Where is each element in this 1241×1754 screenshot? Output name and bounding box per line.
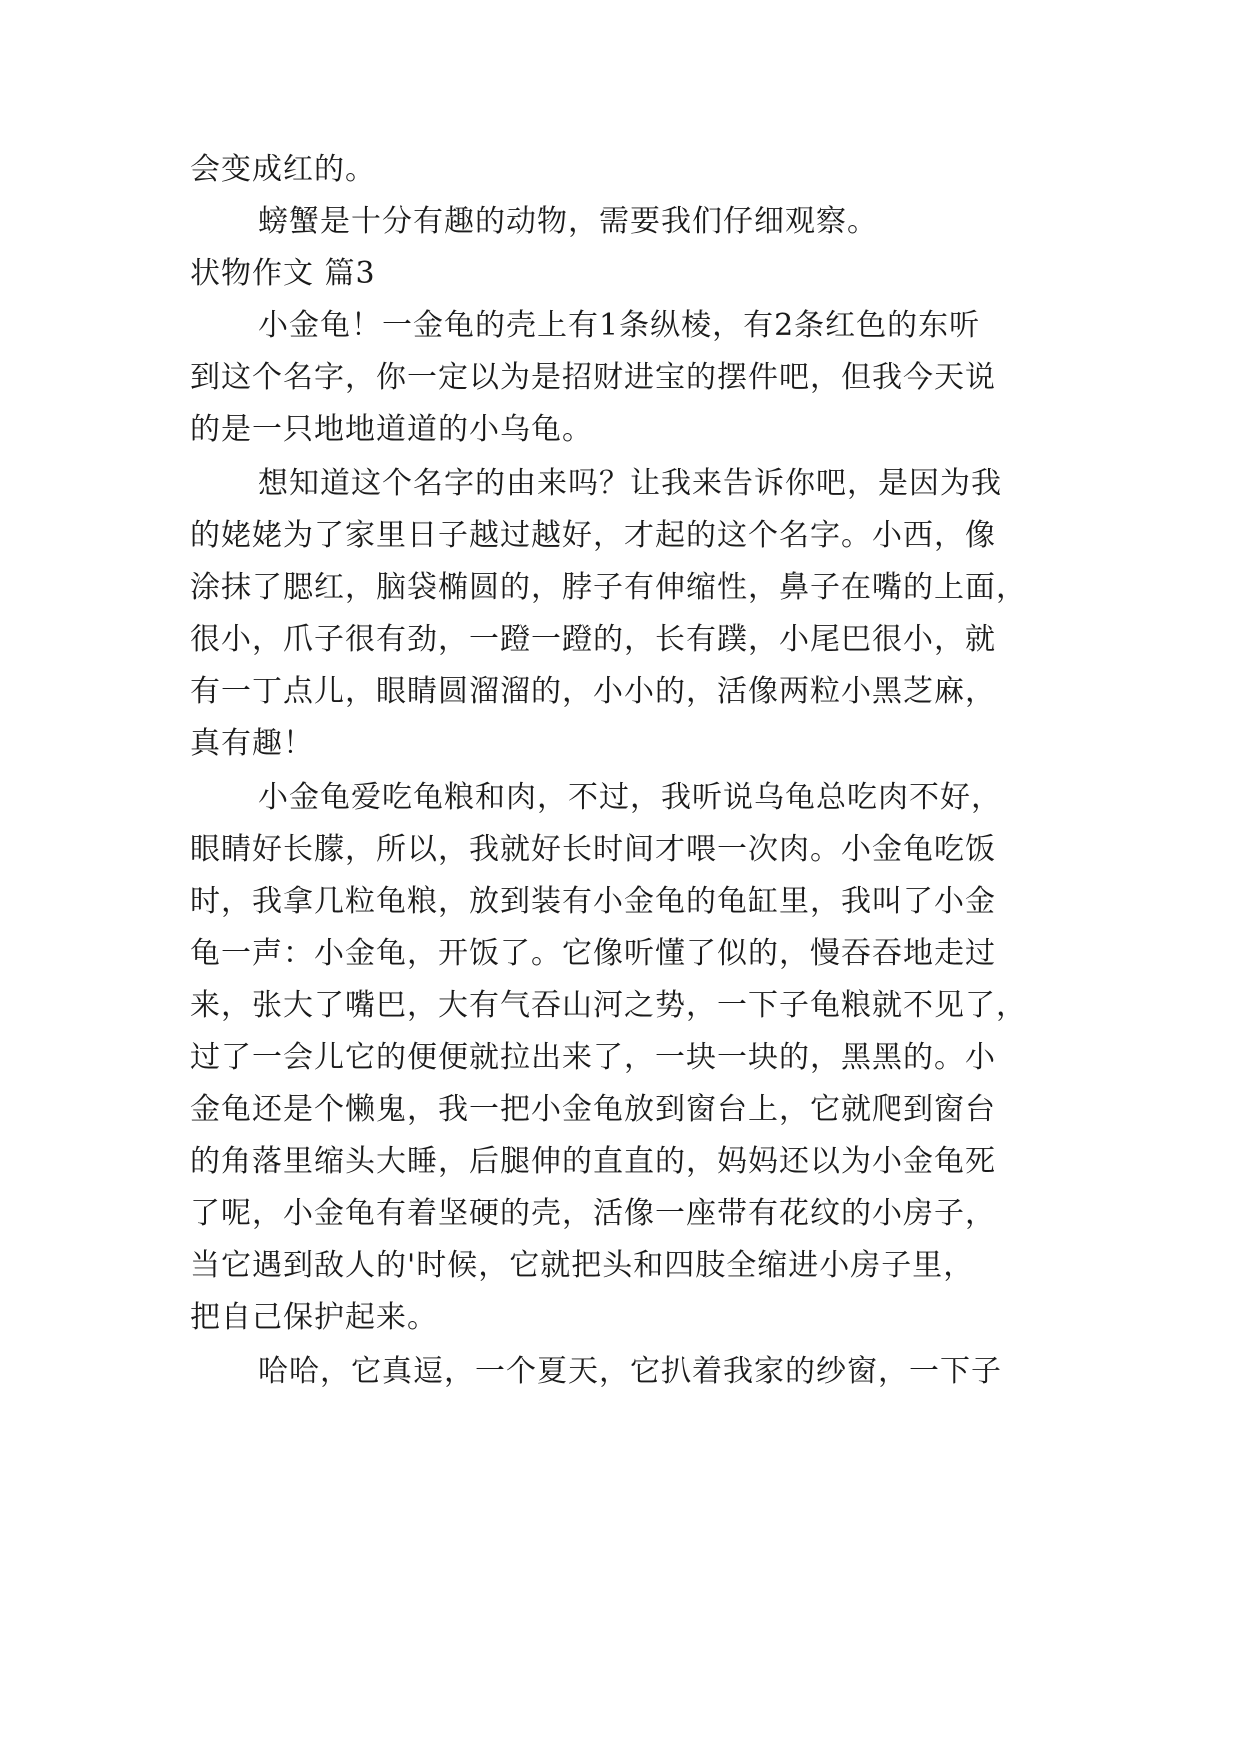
text-line: 过了一会儿它的便便就拉出来了，一块一块的，黑黑的。小 — [190, 1040, 996, 1075]
text-line: 的角落里缩头大睡，后腿伸的直直的，妈妈还以为小金龟死 — [190, 1144, 996, 1179]
paragraph-text: 想知道这个名字的由来吗？让我来告诉你吧，是因为我 — [258, 466, 1002, 501]
section-heading: 状物作文 篇3 — [190, 256, 376, 291]
paragraph-text: 小金龟爱吃龟粮和肉，不过，我听说乌龟总吃肉不好， — [258, 780, 1002, 815]
text-line: 很小，爪子很有劲，一蹬一蹬的，长有蹼，小尾巴很小，就 — [190, 622, 996, 657]
text-line: 时，我拿几粒龟粮，放到装有小金龟的龟缸里，我叫了小金 — [190, 884, 996, 919]
text-line: 的是一只地地道道的小乌龟。 — [190, 412, 593, 447]
text-line: 到这个名字，你一定以为是招财进宝的摆件吧，但我今天说 — [190, 360, 996, 395]
text-line: 把自己保护起来。 — [190, 1300, 438, 1335]
text-line: 当它遇到敌人的'时候，它就把头和四肢全缩进小房子里， — [190, 1248, 975, 1283]
text-line: 金龟还是个懒鬼，我一把小金龟放到窗台上，它就爬到窗台 — [190, 1092, 996, 1127]
paragraph-text: 小金龟！一金龟的壳上有1条纵棱，有2条红色的东听 — [258, 308, 981, 343]
text-line: 有一丁点儿，眼睛圆溜溜的，小小的，活像两粒小黑芝麻， — [190, 674, 996, 709]
text-line: 会变成红的。 — [190, 152, 376, 187]
text-line: 了呢，小金龟有着坚硬的壳，活像一座带有花纹的小房子， — [190, 1196, 996, 1231]
text-line: 来，张大了嘴巴，大有气吞山河之势，一下子龟粮就不见了， — [190, 988, 1027, 1023]
text-line: 龟一声：小金龟，开饭了。它像听懂了似的，慢吞吞地走过 — [190, 936, 996, 971]
text-line: 的姥姥为了家里日子越过越好，才起的这个名字。小西，像 — [190, 518, 996, 553]
text-line: 真有趣！ — [190, 726, 314, 761]
paragraph-text: 哈哈，它真逗，一个夏天，它扒着我家的纱窗，一下子 — [258, 1354, 1002, 1389]
paragraph-text: 螃蟹是十分有趣的动物，需要我们仔细观察。 — [258, 204, 878, 239]
text-line: 眼睛好长朦，所以，我就好长时间才喂一次肉。小金龟吃饭 — [190, 832, 996, 867]
text-line: 涂抹了腮红，脑袋椭圆的，脖子有伸缩性，鼻子在嘴的上面， — [190, 570, 1027, 605]
